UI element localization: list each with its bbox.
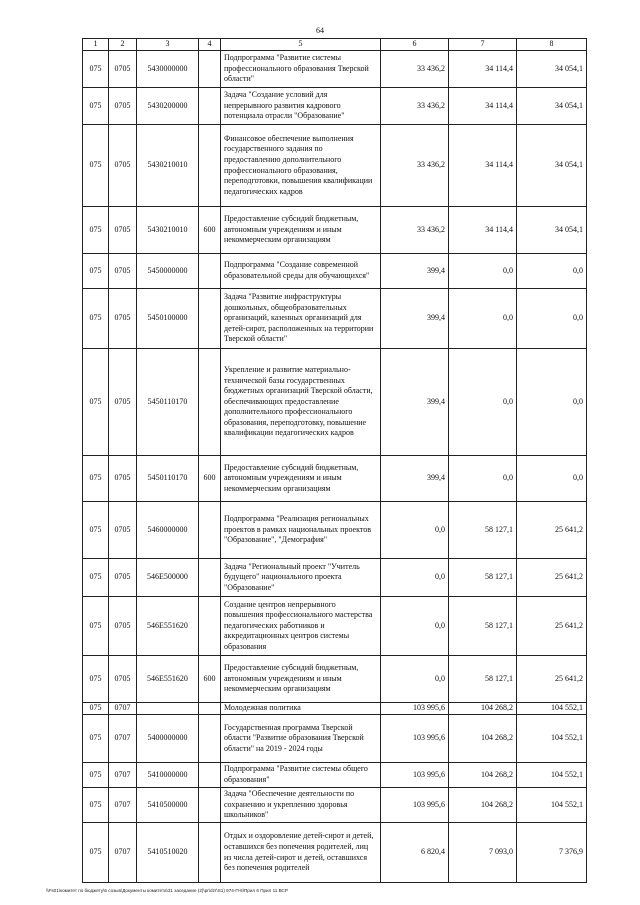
amount-col8: 34 054,1: [517, 125, 587, 207]
amount-col6: 399,4: [381, 254, 449, 289]
table-row: [83, 254, 587, 289]
description: Финансовое обеспечение выполнения государственного задания по предоставлению дополнительного профессионального образования, переподготовки, повышения квалификации педагогических кадров: [221, 125, 381, 207]
expense-type: 600: [199, 656, 221, 703]
amount-col7: 0,0: [449, 456, 517, 502]
table-row: [83, 125, 587, 207]
amount-col7: 104 268,2: [449, 715, 517, 763]
section-code: 0705: [109, 88, 137, 125]
section-code: 0707: [109, 715, 137, 763]
amount-col6: 33 436,2: [381, 207, 449, 254]
expense-type: [199, 254, 221, 289]
target-code: 546E551620: [137, 656, 199, 703]
description: Предоставление субсидий бюджетным, автономным учреждениям и иным некоммерческим организациям: [221, 656, 381, 703]
admin-code: 075: [83, 289, 109, 349]
amount-col7: 104 268,2: [449, 763, 517, 788]
table-row: [83, 788, 587, 823]
amount-col8: 7 376,9: [517, 823, 587, 883]
amount-col8: 104 552,1: [517, 788, 587, 823]
target-code: 5400000000: [137, 715, 199, 763]
amount-col7: 104 268,2: [449, 788, 517, 823]
admin-code: 075: [83, 349, 109, 456]
description: Подпрограмма "Реализация региональных проектов в рамках национальных проектов "Образование", "Демография": [221, 502, 381, 559]
expense-type: [199, 125, 221, 207]
admin-code: 075: [83, 125, 109, 207]
amount-col6: 0,0: [381, 502, 449, 559]
table-row: [83, 88, 587, 125]
amount-col8: 25 641,2: [517, 597, 587, 656]
target-code: [137, 703, 199, 715]
amount-col6: 33 436,2: [381, 125, 449, 207]
table-row: [83, 456, 587, 502]
admin-code: 075: [83, 788, 109, 823]
amount-col7: 34 114,4: [449, 51, 517, 88]
amount-col6: 399,4: [381, 349, 449, 456]
section-code: 0705: [109, 502, 137, 559]
description: Предоставление субсидий бюджетным, автономным учреждениям и иным некоммерческим организациям: [221, 456, 381, 502]
amount-col6: 399,4: [381, 289, 449, 349]
target-code: 5410500000: [137, 788, 199, 823]
target-code: 5430200000: [137, 88, 199, 125]
amount-col6: 33 436,2: [381, 88, 449, 125]
amount-col7: 58 127,1: [449, 597, 517, 656]
amount-col8: 104 552,1: [517, 715, 587, 763]
file-path-footer: \\Fs01\комитет по бюджету\6 созыв\Документы комитета\31 заседание (2)\pr\dzr\S1) 974-П-6\Прил 6 Прил 11 ВСР: [46, 888, 288, 893]
table-row: [83, 502, 587, 559]
admin-code: 075: [83, 763, 109, 788]
admin-code: 075: [83, 207, 109, 254]
amount-col6: 33 436,2: [381, 51, 449, 88]
section-code: 0705: [109, 289, 137, 349]
expense-type: [199, 703, 221, 715]
header-cell: 5: [221, 39, 381, 51]
amount-col6: 0,0: [381, 559, 449, 597]
expense-type: [199, 823, 221, 883]
amount-col7: 34 114,4: [449, 207, 517, 254]
amount-col7: 0,0: [449, 349, 517, 456]
table-row: [83, 349, 587, 456]
expense-type: [199, 349, 221, 456]
amount-col8: 0,0: [517, 254, 587, 289]
expense-type: [199, 763, 221, 788]
description: Отдых и оздоровление детей-сирот и детей, оставшихся без попечения родителей, лиц из числа детей-сирот и детей, оставшихся без попечения родителей: [221, 823, 381, 883]
table-row: [83, 207, 587, 254]
section-code: 0705: [109, 51, 137, 88]
admin-code: 075: [83, 456, 109, 502]
table-row: [83, 559, 587, 597]
amount-col7: 34 114,4: [449, 125, 517, 207]
table-row: [83, 715, 587, 763]
amount-col7: 104 268,2: [449, 703, 517, 715]
description: Укрепление и развитие материально-технической базы государственных бюджетных организаций Тверской области, обеспечивающих предоставление дополнительного профессионального образования, переподготовку, повышение квалификации педагогических кадров: [221, 349, 381, 456]
amount-col6: 103 995,6: [381, 715, 449, 763]
section-code: 0705: [109, 254, 137, 289]
admin-code: 075: [83, 502, 109, 559]
header-cell: 4: [199, 39, 221, 51]
expense-type: [199, 51, 221, 88]
section-code: 0705: [109, 349, 137, 456]
amount-col7: 58 127,1: [449, 502, 517, 559]
header-cell: 8: [517, 39, 587, 51]
admin-code: 075: [83, 703, 109, 715]
amount-col6: 103 995,6: [381, 788, 449, 823]
amount-col6: 0,0: [381, 597, 449, 656]
target-code: 5430210010: [137, 207, 199, 254]
target-code: 5450100000: [137, 289, 199, 349]
amount-col6: 399,4: [381, 456, 449, 502]
admin-code: 075: [83, 88, 109, 125]
amount-col7: 34 114,4: [449, 88, 517, 125]
section-code: 0707: [109, 823, 137, 883]
section-code: 0705: [109, 125, 137, 207]
section-code: 0707: [109, 703, 137, 715]
description: Подпрограмма "Развитие системы профессионального образования Тверской области": [221, 51, 381, 88]
section-code: 0705: [109, 456, 137, 502]
expense-type: [199, 715, 221, 763]
table-row: [83, 656, 587, 703]
table-row: [83, 51, 587, 88]
target-code: 546E500000: [137, 559, 199, 597]
table-row: [83, 597, 587, 656]
header-cell: 7: [449, 39, 517, 51]
target-code: 5410510020: [137, 823, 199, 883]
amount-col6: 103 995,6: [381, 703, 449, 715]
expense-type: 600: [199, 207, 221, 254]
expense-type: [199, 559, 221, 597]
table-row: [83, 289, 587, 349]
target-code: 546E551620: [137, 597, 199, 656]
target-code: 5450110170: [137, 349, 199, 456]
amount-col8: 34 054,1: [517, 88, 587, 125]
target-code: 5460000000: [137, 502, 199, 559]
description: Подпрограмма "Развитие системы общего образования": [221, 763, 381, 788]
amount-col6: 103 995,6: [381, 763, 449, 788]
amount-col7: 7 093,0: [449, 823, 517, 883]
target-code: 5450110170: [137, 456, 199, 502]
amount-col8: 25 641,2: [517, 656, 587, 703]
target-code: 5410000000: [137, 763, 199, 788]
amount-col8: 0,0: [517, 456, 587, 502]
table-row: [83, 763, 587, 788]
description: Молодежная политика: [221, 703, 381, 715]
admin-code: 075: [83, 254, 109, 289]
amount-col8: 104 552,1: [517, 703, 587, 715]
header-cell: 1: [83, 39, 109, 51]
description: Государственная программа Тверской области "Развитие образования Тверской области" на 2019 - 2024 годы: [221, 715, 381, 763]
amount-col8: 34 054,1: [517, 207, 587, 254]
amount-col7: 0,0: [449, 254, 517, 289]
amount-col8: 25 641,2: [517, 502, 587, 559]
target-code: 5430210010: [137, 125, 199, 207]
expense-type: [199, 788, 221, 823]
section-code: 0707: [109, 763, 137, 788]
table-row: [83, 823, 587, 883]
admin-code: 075: [83, 656, 109, 703]
header-cell: 6: [381, 39, 449, 51]
amount-col7: 58 127,1: [449, 559, 517, 597]
amount-col8: 0,0: [517, 289, 587, 349]
expense-type: [199, 289, 221, 349]
expense-type: [199, 597, 221, 656]
amount-col8: 104 552,1: [517, 763, 587, 788]
section-code: 0707: [109, 788, 137, 823]
expense-type: [199, 502, 221, 559]
description: Задача "Региональный проект "Учитель будущего" национального проекта "Образование": [221, 559, 381, 597]
header-cell: 2: [109, 39, 137, 51]
admin-code: 075: [83, 823, 109, 883]
amount-col7: 0,0: [449, 289, 517, 349]
admin-code: 075: [83, 597, 109, 656]
expense-type: [199, 88, 221, 125]
header-cell: 3: [137, 39, 199, 51]
amount-col8: 0,0: [517, 349, 587, 456]
section-code: 0705: [109, 559, 137, 597]
admin-code: 075: [83, 715, 109, 763]
admin-code: 075: [83, 51, 109, 88]
description: Задача "Обеспечение деятельности по сохранению и укреплению здоровья школьников": [221, 788, 381, 823]
description: Подпрограмма "Создание современной образовательной среды для обучающихся": [221, 254, 381, 289]
header-row: [83, 39, 587, 51]
description: Создание центров непрерывного повышения профессионального мастерства педагогических работников и аккредитационных центров системы образования: [221, 597, 381, 656]
description: Предоставление субсидий бюджетным, автономным учреждениям и иным некоммерческим организациям: [221, 207, 381, 254]
description: Задача "Создание условий для непрерывного развития кадрового потенциала отрасли "Образование": [221, 88, 381, 125]
page-number: 64: [316, 26, 324, 35]
expense-type: 600: [199, 456, 221, 502]
budget-table: [82, 38, 587, 883]
target-code: 5450000000: [137, 254, 199, 289]
section-code: 0705: [109, 207, 137, 254]
amount-col8: 34 054,1: [517, 51, 587, 88]
amount-col6: 0,0: [381, 656, 449, 703]
description: Задача "Развитие инфраструктуры дошкольных, общеобразовательных организаций, казенных организаций для детей-сирот, расположенных на территории Тверской области": [221, 289, 381, 349]
admin-code: 075: [83, 559, 109, 597]
amount-col6: 6 820,4: [381, 823, 449, 883]
section-code: 0705: [109, 597, 137, 656]
section-code: 0705: [109, 656, 137, 703]
table-row: [83, 703, 587, 715]
target-code: 5430000000: [137, 51, 199, 88]
amount-col8: 25 641,2: [517, 559, 587, 597]
amount-col7: 58 127,1: [449, 656, 517, 703]
